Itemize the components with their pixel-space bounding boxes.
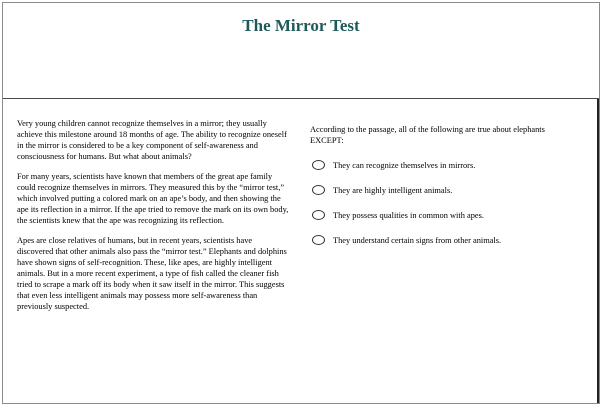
radio-button-icon[interactable]	[312, 185, 325, 195]
answer-option-2[interactable]	[310, 183, 580, 197]
test-window	[2, 2, 600, 404]
reading-passage	[17, 118, 289, 321]
answer-option-3[interactable]	[310, 208, 580, 222]
passage-paragraph-1: Very young children cannot recognize themselves in a mirror; they usually achieve this milestone around 18 months of age. The ability to recognize oneself in the mirror is considered to be a key component of self-awareness and consciousness for humans. But what about animals?	[17, 119, 287, 161]
content-area	[3, 99, 599, 403]
radio-button-icon[interactable]	[312, 235, 325, 245]
passage-paragraph-2: For many years, scientists have known that members of the great ape family could recognize themselves in mirrors. They measured this by the “mirror test,” which involved putting a colored mark on an ape’s body, and then showing the ape its reflection in a mirror. If the ape tried to remove the mark on its own body, the scientists knew that the ape was recognizing its reflection.	[17, 172, 289, 225]
radio-button-icon[interactable]	[312, 160, 325, 170]
radio-button-icon[interactable]	[312, 210, 325, 220]
answer-options	[310, 158, 580, 247]
answer-option-label: They understand certain signs from other animals.	[333, 235, 502, 245]
passage-paragraph-3: Apes are close relatives of humans, but in recent years, scientists have discovered that other animals also pass the “mirror test.” Elephants and dolphins have shown signs of self-recognition. These, like apes, are highly intelligent animals. But in a more recent experiment, a type of fish called the cleaner fish tried to scrape a mark off its body when it saw itself in the mirror. This suggests that even less intelligent animals may possess more self-awareness than previously suspected.	[17, 236, 287, 311]
answer-option-label: They possess qualities in common with apes.	[333, 210, 484, 220]
page-title: The Mirror Test	[242, 16, 360, 35]
answer-option-1[interactable]	[310, 158, 580, 172]
answer-option-label: They are highly intelligent animals.	[333, 185, 453, 195]
question-stem: According to the passage, all of the following are true about elephants EXCEPT:	[310, 125, 545, 145]
question-panel	[310, 124, 580, 258]
answer-option-4[interactable]	[310, 233, 580, 247]
answer-option-label: They can recognize themselves in mirrors.	[333, 160, 476, 170]
header	[3, 3, 599, 99]
